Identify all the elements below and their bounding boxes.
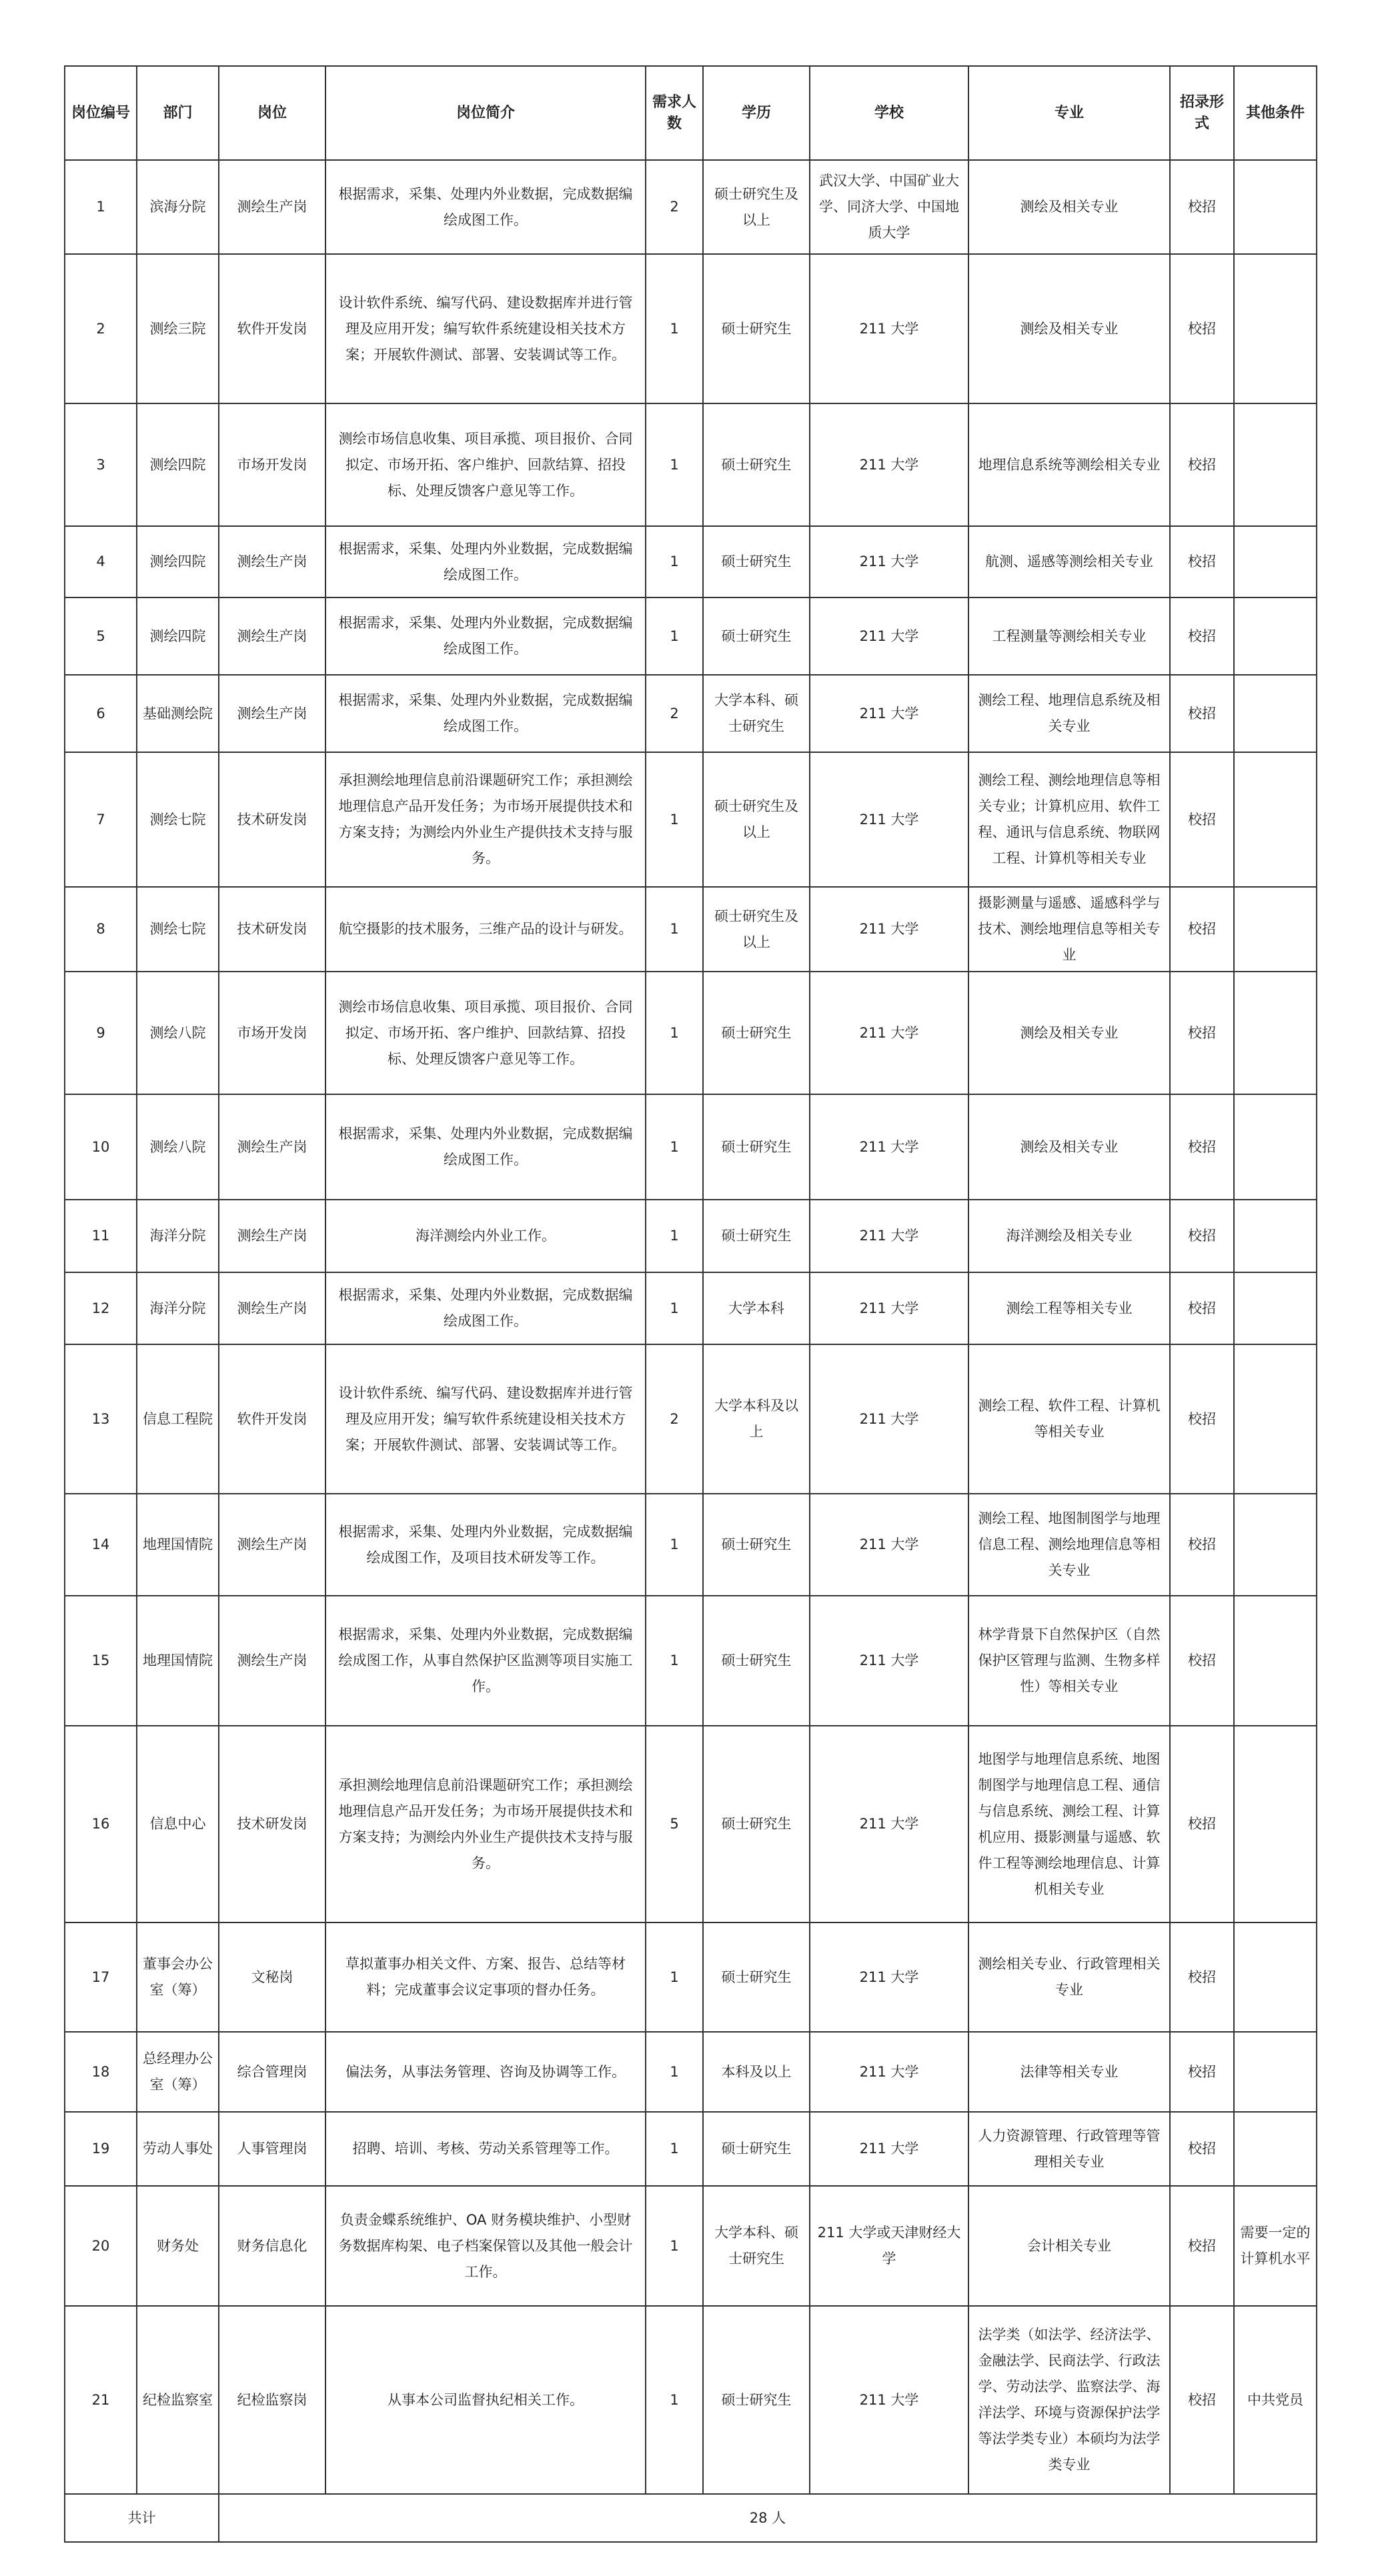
position-id-cell: 18 bbox=[65, 2032, 137, 2112]
other-conditions-cell bbox=[1234, 1094, 1317, 1200]
department-cell: 测绘三院 bbox=[137, 254, 219, 403]
other-conditions-cell: 需要一定的计算机水平 bbox=[1234, 2186, 1317, 2306]
major-cell: 测绘工程、地理信息系统及相关专业 bbox=[968, 675, 1170, 752]
position-cell: 人事管理岗 bbox=[219, 2112, 325, 2186]
education-cell: 硕士研究生及以上 bbox=[703, 752, 810, 887]
other-conditions-cell bbox=[1234, 1494, 1317, 1596]
position-cell: 测绘生产岗 bbox=[219, 1494, 325, 1596]
other-conditions-cell bbox=[1234, 1596, 1317, 1726]
headcount-cell: 5 bbox=[646, 1726, 703, 1922]
header-cell: 岗位简介 bbox=[325, 66, 646, 160]
position-cell: 测绘生产岗 bbox=[219, 597, 325, 675]
school-cell: 211 大学 bbox=[810, 972, 968, 1094]
education-cell: 大学本科 bbox=[703, 1272, 810, 1344]
education-cell: 大学本科及以上 bbox=[703, 1344, 810, 1494]
department-cell: 地理国情院 bbox=[137, 1494, 219, 1596]
table-row bbox=[65, 1494, 1317, 1596]
education-cell: 大学本科、硕士研究生 bbox=[703, 675, 810, 752]
other-conditions-cell bbox=[1234, 887, 1317, 972]
position-id-cell: 10 bbox=[65, 1094, 137, 1200]
recruit-form-cell: 校招 bbox=[1170, 1596, 1234, 1726]
position-id-cell: 5 bbox=[65, 597, 137, 675]
recruit-form-cell: 校招 bbox=[1170, 1922, 1234, 2032]
position-cell: 市场开发岗 bbox=[219, 972, 325, 1094]
position-id-cell: 7 bbox=[65, 752, 137, 887]
school-cell: 211 大学 bbox=[810, 752, 968, 887]
education-cell: 硕士研究生 bbox=[703, 1200, 810, 1272]
recruit-form-cell: 校招 bbox=[1170, 887, 1234, 972]
department-cell: 海洋分院 bbox=[137, 1200, 219, 1272]
other-conditions-cell bbox=[1234, 972, 1317, 1094]
description-cell: 偏法务，从事法务管理、咨询及协调等工作。 bbox=[325, 2032, 646, 2112]
description-cell: 承担测绘地理信息前沿课题研究工作；承担测绘地理信息产品开发任务；为市场开展提供技术和方案支持；为测绘内外业生产提供技术支持与服务。 bbox=[325, 752, 646, 887]
major-cell: 海洋测绘及相关专业 bbox=[968, 1200, 1170, 1272]
headcount-cell: 1 bbox=[646, 972, 703, 1094]
department-cell: 滨海分院 bbox=[137, 160, 219, 254]
other-conditions-cell bbox=[1234, 1344, 1317, 1494]
recruit-form-cell: 校招 bbox=[1170, 972, 1234, 1094]
headcount-cell: 1 bbox=[646, 2112, 703, 2186]
position-cell: 测绘生产岗 bbox=[219, 675, 325, 752]
major-cell: 法律等相关专业 bbox=[968, 2032, 1170, 2112]
position-cell: 测绘生产岗 bbox=[219, 526, 325, 597]
position-cell: 技术研发岗 bbox=[219, 887, 325, 972]
description-cell: 根据需求，采集、处理内外业数据，完成数据编绘成图工作。 bbox=[325, 526, 646, 597]
headcount-cell: 1 bbox=[646, 1272, 703, 1344]
table-row bbox=[65, 1344, 1317, 1494]
department-cell: 测绘四院 bbox=[137, 597, 219, 675]
major-cell: 林学背景下自然保护区（自然保护区管理与监测、生物多样性）等相关专业 bbox=[968, 1596, 1170, 1726]
position-id-cell: 15 bbox=[65, 1596, 137, 1726]
school-cell: 211 大学 bbox=[810, 597, 968, 675]
headcount-cell: 1 bbox=[646, 2186, 703, 2306]
recruit-form-cell: 校招 bbox=[1170, 526, 1234, 597]
department-cell: 劳动人事处 bbox=[137, 2112, 219, 2186]
department-cell: 测绘七院 bbox=[137, 887, 219, 972]
description-cell: 根据需求，采集、处理内外业数据，完成数据编绘成图工作。 bbox=[325, 675, 646, 752]
recruit-form-cell: 校招 bbox=[1170, 2306, 1234, 2494]
header-cell: 岗位 bbox=[219, 66, 325, 160]
table-row bbox=[65, 1094, 1317, 1200]
major-cell: 测绘相关专业、行政管理相关专业 bbox=[968, 1922, 1170, 2032]
recruit-form-cell: 校招 bbox=[1170, 597, 1234, 675]
recruit-form-cell: 校招 bbox=[1170, 675, 1234, 752]
total-label: 共计 bbox=[65, 2494, 219, 2542]
recruit-form-cell: 校招 bbox=[1170, 1344, 1234, 1494]
school-cell: 211 大学或天津财经大学 bbox=[810, 2186, 968, 2306]
headcount-cell: 1 bbox=[646, 2306, 703, 2494]
table-body bbox=[65, 160, 1317, 2494]
recruitment-sheet bbox=[64, 65, 1316, 2543]
education-cell: 硕士研究生 bbox=[703, 597, 810, 675]
position-cell: 纪检监察岗 bbox=[219, 2306, 325, 2494]
department-cell: 董事会办公室（筹） bbox=[137, 1922, 219, 2032]
major-cell: 地图学与地理信息系统、地图制图学与地理信息工程、通信与信息系统、测绘工程、计算机应用、摄影测量与遥感、软件工程等测绘地理信息、计算机相关专业 bbox=[968, 1726, 1170, 1922]
department-cell: 测绘八院 bbox=[137, 1094, 219, 1200]
recruit-form-cell: 校招 bbox=[1170, 2032, 1234, 2112]
table-row bbox=[65, 1596, 1317, 1726]
table-row bbox=[65, 972, 1317, 1094]
headcount-cell: 1 bbox=[646, 1494, 703, 1596]
total-value: 28 人 bbox=[219, 2494, 1317, 2542]
education-cell: 硕士研究生 bbox=[703, 1596, 810, 1726]
description-cell: 设计软件系统、编写代码、建设数据库并进行管理及应用开发；编写软件系统建设相关技术方案；开展软件测试、部署、安装调试等工作。 bbox=[325, 254, 646, 403]
position-id-cell: 14 bbox=[65, 1494, 137, 1596]
table-row bbox=[65, 403, 1317, 526]
school-cell: 211 大学 bbox=[810, 1494, 968, 1596]
description-cell: 根据需求，采集、处理内外业数据，完成数据编绘成图工作。 bbox=[325, 1272, 646, 1344]
other-conditions-cell bbox=[1234, 1200, 1317, 1272]
position-cell: 综合管理岗 bbox=[219, 2032, 325, 2112]
recruitment-table bbox=[64, 65, 1317, 2543]
school-cell: 211 大学 bbox=[810, 2306, 968, 2494]
position-cell: 市场开发岗 bbox=[219, 403, 325, 526]
education-cell: 硕士研究生 bbox=[703, 2112, 810, 2186]
department-cell: 总经理办公室（筹） bbox=[137, 2032, 219, 2112]
other-conditions-cell bbox=[1234, 752, 1317, 887]
position-id-cell: 4 bbox=[65, 526, 137, 597]
school-cell: 211 大学 bbox=[810, 1272, 968, 1344]
headcount-cell: 2 bbox=[646, 1344, 703, 1494]
major-cell: 航测、遥感等测绘相关专业 bbox=[968, 526, 1170, 597]
header-cell: 专业 bbox=[968, 66, 1170, 160]
school-cell: 211 大学 bbox=[810, 254, 968, 403]
department-cell: 地理国情院 bbox=[137, 1596, 219, 1726]
table-row bbox=[65, 2306, 1317, 2494]
major-cell: 工程测量等测绘相关专业 bbox=[968, 597, 1170, 675]
description-cell: 航空摄影的技术服务，三维产品的设计与研发。 bbox=[325, 887, 646, 972]
recruit-form-cell: 校招 bbox=[1170, 1272, 1234, 1344]
other-conditions-cell bbox=[1234, 1726, 1317, 1922]
education-cell: 硕士研究生 bbox=[703, 1494, 810, 1596]
position-id-cell: 1 bbox=[65, 160, 137, 254]
headcount-cell: 1 bbox=[646, 1596, 703, 1726]
table-row bbox=[65, 1922, 1317, 2032]
headcount-cell: 1 bbox=[646, 254, 703, 403]
recruit-form-cell: 校招 bbox=[1170, 752, 1234, 887]
position-id-cell: 20 bbox=[65, 2186, 137, 2306]
table-row bbox=[65, 2112, 1317, 2186]
department-cell: 信息工程院 bbox=[137, 1344, 219, 1494]
table-row bbox=[65, 2186, 1317, 2306]
other-conditions-cell bbox=[1234, 526, 1317, 597]
other-conditions-cell bbox=[1234, 675, 1317, 752]
headcount-cell: 1 bbox=[646, 752, 703, 887]
position-cell: 软件开发岗 bbox=[219, 254, 325, 403]
header-cell: 招录形式 bbox=[1170, 66, 1234, 160]
position-id-cell: 13 bbox=[65, 1344, 137, 1494]
other-conditions-cell bbox=[1234, 403, 1317, 526]
position-cell: 财务信息化 bbox=[219, 2186, 325, 2306]
recruit-form-cell: 校招 bbox=[1170, 1200, 1234, 1272]
table-row bbox=[65, 526, 1317, 597]
department-cell: 信息中心 bbox=[137, 1726, 219, 1922]
table-header-row bbox=[65, 66, 1317, 160]
department-cell: 测绘四院 bbox=[137, 403, 219, 526]
description-cell: 根据需求，采集、处理内外业数据，完成数据编绘成图工作。 bbox=[325, 1094, 646, 1200]
position-id-cell: 17 bbox=[65, 1922, 137, 2032]
table-row bbox=[65, 160, 1317, 254]
header-cell: 需求人数 bbox=[646, 66, 703, 160]
school-cell: 211 大学 bbox=[810, 887, 968, 972]
recruit-form-cell: 校招 bbox=[1170, 403, 1234, 526]
position-cell: 测绘生产岗 bbox=[219, 1094, 325, 1200]
description-cell: 测绘市场信息收集、项目承揽、项目报价、合同拟定、市场开拓、客户维护、回款结算、招投标、处理反馈客户意见等工作。 bbox=[325, 403, 646, 526]
major-cell: 测绘及相关专业 bbox=[968, 254, 1170, 403]
description-cell: 根据需求，采集、处理内外业数据，完成数据编绘成图工作。 bbox=[325, 597, 646, 675]
header-cell: 岗位编号 bbox=[65, 66, 137, 160]
description-cell: 根据需求，采集、处理内外业数据，完成数据编绘成图工作，及项目技术研发等工作。 bbox=[325, 1494, 646, 1596]
table-row bbox=[65, 887, 1317, 972]
education-cell: 硕士研究生及以上 bbox=[703, 160, 810, 254]
headcount-cell: 1 bbox=[646, 1094, 703, 1200]
position-id-cell: 6 bbox=[65, 675, 137, 752]
description-cell: 海洋测绘内外业工作。 bbox=[325, 1200, 646, 1272]
table-row bbox=[65, 675, 1317, 752]
headcount-cell: 1 bbox=[646, 403, 703, 526]
school-cell: 211 大学 bbox=[810, 1596, 968, 1726]
education-cell: 硕士研究生 bbox=[703, 254, 810, 403]
position-id-cell: 3 bbox=[65, 403, 137, 526]
position-cell: 技术研发岗 bbox=[219, 1726, 325, 1922]
school-cell: 211 大学 bbox=[810, 526, 968, 597]
education-cell: 硕士研究生 bbox=[703, 972, 810, 1094]
school-cell: 211 大学 bbox=[810, 675, 968, 752]
header-cell: 其他条件 bbox=[1234, 66, 1317, 160]
position-cell: 技术研发岗 bbox=[219, 752, 325, 887]
position-id-cell: 2 bbox=[65, 254, 137, 403]
position-cell: 测绘生产岗 bbox=[219, 1596, 325, 1726]
position-id-cell: 19 bbox=[65, 2112, 137, 2186]
table-row bbox=[65, 752, 1317, 887]
position-cell: 文秘岗 bbox=[219, 1922, 325, 2032]
headcount-cell: 1 bbox=[646, 2032, 703, 2112]
major-cell: 会计相关专业 bbox=[968, 2186, 1170, 2306]
education-cell: 本科及以上 bbox=[703, 2032, 810, 2112]
description-cell: 根据需求，采集、处理内外业数据，完成数据编绘成图工作，从事自然保护区监测等项目实施工作。 bbox=[325, 1596, 646, 1726]
position-id-cell: 9 bbox=[65, 972, 137, 1094]
position-id-cell: 16 bbox=[65, 1726, 137, 1922]
education-cell: 硕士研究生及以上 bbox=[703, 887, 810, 972]
other-conditions-cell bbox=[1234, 1272, 1317, 1344]
recruit-form-cell: 校招 bbox=[1170, 1494, 1234, 1596]
school-cell: 211 大学 bbox=[810, 1726, 968, 1922]
major-cell: 地理信息系统等测绘相关专业 bbox=[968, 403, 1170, 526]
department-cell: 纪检监察室 bbox=[137, 2306, 219, 2494]
department-cell: 测绘八院 bbox=[137, 972, 219, 1094]
other-conditions-cell bbox=[1234, 597, 1317, 675]
school-cell: 211 大学 bbox=[810, 403, 968, 526]
major-cell: 测绘及相关专业 bbox=[968, 1094, 1170, 1200]
headcount-cell: 1 bbox=[646, 887, 703, 972]
recruit-form-cell: 校招 bbox=[1170, 1094, 1234, 1200]
school-cell: 211 大学 bbox=[810, 1344, 968, 1494]
description-cell: 测绘市场信息收集、项目承揽、项目报价、合同拟定、市场开拓、客户维护、回款结算、招投标、处理反馈客户意见等工作。 bbox=[325, 972, 646, 1094]
recruit-form-cell: 校招 bbox=[1170, 1726, 1234, 1922]
other-conditions-cell bbox=[1234, 160, 1317, 254]
description-cell: 招聘、培训、考核、劳动关系管理等工作。 bbox=[325, 2112, 646, 2186]
position-id-cell: 21 bbox=[65, 2306, 137, 2494]
major-cell: 测绘工程、测绘地理信息等相关专业；计算机应用、软件工程、通讯与信息系统、物联网工程、计算机等相关专业 bbox=[968, 752, 1170, 887]
table-row bbox=[65, 597, 1317, 675]
other-conditions-cell bbox=[1234, 254, 1317, 403]
major-cell: 测绘及相关专业 bbox=[968, 972, 1170, 1094]
position-cell: 测绘生产岗 bbox=[219, 1272, 325, 1344]
header-cell: 学历 bbox=[703, 66, 810, 160]
position-id-cell: 8 bbox=[65, 887, 137, 972]
description-cell: 承担测绘地理信息前沿课题研究工作；承担测绘地理信息产品开发任务；为市场开展提供技术和方案支持；为测绘内外业生产提供技术支持与服务。 bbox=[325, 1726, 646, 1922]
other-conditions-cell bbox=[1234, 2112, 1317, 2186]
education-cell: 硕士研究生 bbox=[703, 2306, 810, 2494]
major-cell: 测绘工程、地图制图学与地理信息工程、测绘地理信息等相关专业 bbox=[968, 1494, 1170, 1596]
position-cell: 测绘生产岗 bbox=[219, 1200, 325, 1272]
total-row bbox=[65, 2494, 1317, 2542]
school-cell: 211 大学 bbox=[810, 1094, 968, 1200]
school-cell: 211 大学 bbox=[810, 1922, 968, 2032]
position-id-cell: 12 bbox=[65, 1272, 137, 1344]
education-cell: 大学本科、硕士研究生 bbox=[703, 2186, 810, 2306]
recruit-form-cell: 校招 bbox=[1170, 254, 1234, 403]
education-cell: 硕士研究生 bbox=[703, 526, 810, 597]
headcount-cell: 2 bbox=[646, 160, 703, 254]
headcount-cell: 1 bbox=[646, 1200, 703, 1272]
position-cell: 测绘生产岗 bbox=[219, 160, 325, 254]
department-cell: 基础测绘院 bbox=[137, 675, 219, 752]
other-conditions-cell bbox=[1234, 2032, 1317, 2112]
table-row bbox=[65, 254, 1317, 403]
other-conditions-cell: 中共党员 bbox=[1234, 2306, 1317, 2494]
department-cell: 测绘四院 bbox=[137, 526, 219, 597]
education-cell: 硕士研究生 bbox=[703, 1922, 810, 2032]
major-cell: 法学类（如法学、经济法学、金融法学、民商法学、行政法学、劳动法学、监察法学、海洋法学、环境与资源保护法学等法学类专业）本硕均为法学类专业 bbox=[968, 2306, 1170, 2494]
description-cell: 根据需求，采集、处理内外业数据，完成数据编绘成图工作。 bbox=[325, 160, 646, 254]
header-cell: 学校 bbox=[810, 66, 968, 160]
department-cell: 测绘七院 bbox=[137, 752, 219, 887]
education-cell: 硕士研究生 bbox=[703, 1094, 810, 1200]
education-cell: 硕士研究生 bbox=[703, 403, 810, 526]
description-cell: 草拟董事办相关文件、方案、报告、总结等材料；完成董事会议定事项的督办任务。 bbox=[325, 1922, 646, 2032]
headcount-cell: 1 bbox=[646, 1922, 703, 2032]
department-cell: 海洋分院 bbox=[137, 1272, 219, 1344]
position-cell: 软件开发岗 bbox=[219, 1344, 325, 1494]
major-cell: 测绘工程、软件工程、计算机等相关专业 bbox=[968, 1344, 1170, 1494]
description-cell: 设计软件系统、编写代码、建设数据库并进行管理及应用开发；编写软件系统建设相关技术方案；开展软件测试、部署、安装调试等工作。 bbox=[325, 1344, 646, 1494]
headcount-cell: 1 bbox=[646, 526, 703, 597]
table-row bbox=[65, 1200, 1317, 1272]
description-cell: 从事本公司监督执纪相关工作。 bbox=[325, 2306, 646, 2494]
headcount-cell: 2 bbox=[646, 675, 703, 752]
education-cell: 硕士研究生 bbox=[703, 1726, 810, 1922]
recruit-form-cell: 校招 bbox=[1170, 160, 1234, 254]
headcount-cell: 1 bbox=[646, 597, 703, 675]
position-id-cell: 11 bbox=[65, 1200, 137, 1272]
table-row bbox=[65, 2032, 1317, 2112]
table-row bbox=[65, 1272, 1317, 1344]
school-cell: 211 大学 bbox=[810, 2112, 968, 2186]
description-cell: 负责金蝶系统维护、OA 财务模块维护、小型财务数据库构架、电子档案保管以及其他一般会计工作。 bbox=[325, 2186, 646, 2306]
school-cell: 武汉大学、中国矿业大学、同济大学、中国地质大学 bbox=[810, 160, 968, 254]
recruit-form-cell: 校招 bbox=[1170, 2112, 1234, 2186]
recruit-form-cell: 校招 bbox=[1170, 2186, 1234, 2306]
school-cell: 211 大学 bbox=[810, 1200, 968, 1272]
major-cell: 测绘及相关专业 bbox=[968, 160, 1170, 254]
department-cell: 财务处 bbox=[137, 2186, 219, 2306]
school-cell: 211 大学 bbox=[810, 2032, 968, 2112]
header-cell: 部门 bbox=[137, 66, 219, 160]
major-cell: 测绘工程等相关专业 bbox=[968, 1272, 1170, 1344]
other-conditions-cell bbox=[1234, 1922, 1317, 2032]
table-row bbox=[65, 1726, 1317, 1922]
major-cell: 摄影测量与遥感、遥感科学与技术、测绘地理信息等相关专业 bbox=[968, 887, 1170, 972]
major-cell: 人力资源管理、行政管理等管理相关专业 bbox=[968, 2112, 1170, 2186]
